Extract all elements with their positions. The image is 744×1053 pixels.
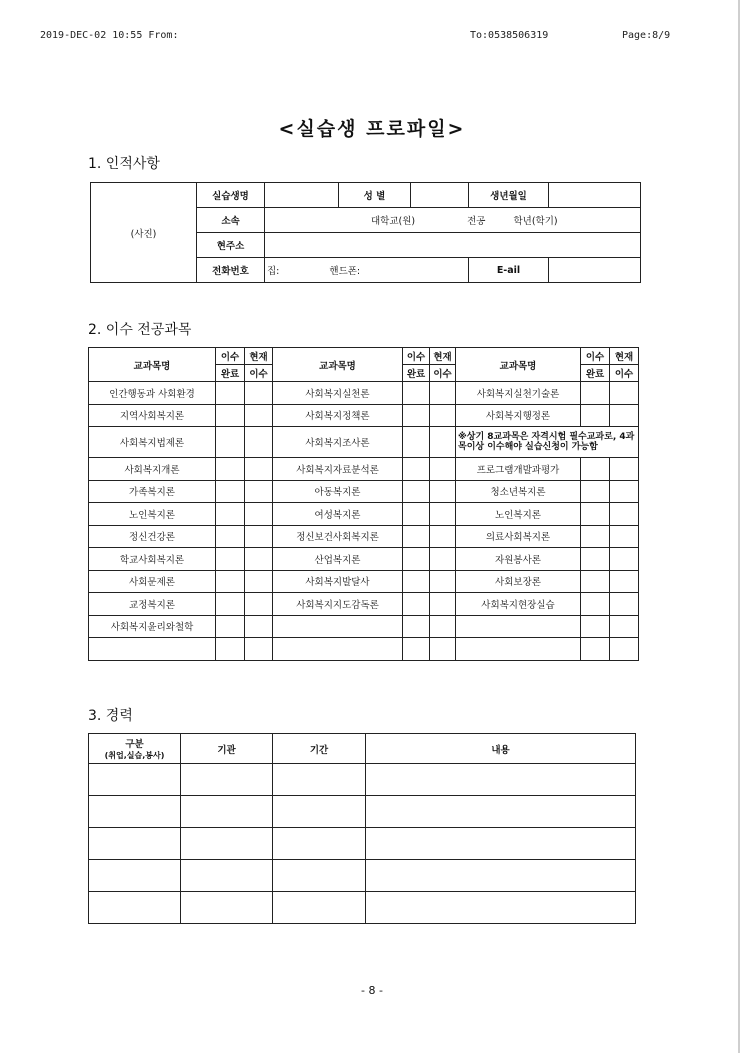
check-cell[interactable] [430,427,456,458]
course-cell: 사회복지행정론 [456,404,581,427]
affiliation-field[interactable] [265,208,641,233]
course-cell: 사회복지법제론 [89,427,216,458]
header-type-label: 구분 [125,739,144,750]
check-cell[interactable] [610,503,639,526]
birth-field[interactable] [549,183,641,208]
career-cell[interactable] [273,860,366,892]
course-cell: 산업복지론 [273,548,403,571]
course-cell: 사회복지개론 [89,458,216,481]
check-cell[interactable] [610,458,639,481]
course-cell: 교정복지론 [89,593,216,616]
course-cell: 여성복지론 [273,503,403,526]
check-cell[interactable] [245,427,273,458]
birth-label: 생년월일 [469,183,549,208]
header-current-sub: 이수 [610,365,639,382]
career-cell[interactable] [366,764,636,796]
check-cell[interactable] [430,503,456,526]
course-cell: 사회복지정책론 [273,404,403,427]
course-cell: 가족복지론 [89,480,216,503]
check-cell[interactable] [610,638,639,661]
courses-table [88,347,639,661]
check-cell[interactable] [610,593,639,616]
check-cell[interactable] [245,525,273,548]
check-cell[interactable] [245,382,273,405]
university-text: 대학교(원) [371,216,416,227]
check-cell[interactable] [581,593,610,616]
name-field[interactable] [265,183,339,208]
check-cell[interactable] [245,458,273,481]
check-cell[interactable] [403,570,430,593]
header-current: 현재 [430,348,456,365]
check-cell[interactable] [245,480,273,503]
check-cell[interactable] [403,404,430,427]
check-cell[interactable] [403,458,430,481]
check-cell[interactable] [430,593,456,616]
check-cell[interactable] [216,480,245,503]
check-cell[interactable] [216,615,245,638]
course-cell: 사회복지지도감독론 [273,593,403,616]
course-cell: 노인복지론 [456,503,581,526]
check-cell[interactable] [581,480,610,503]
course-cell: 자원봉사론 [456,548,581,571]
name-label: 실습생명 [197,183,265,208]
check-cell[interactable] [216,525,245,548]
section-personal-info-heading: 1. 인적사항 [88,156,160,172]
scan-edge-line [738,0,740,1053]
header-completed: 이수 [403,348,430,365]
check-cell[interactable] [430,570,456,593]
major-text: 전공 [467,216,486,227]
career-cell[interactable] [89,860,181,892]
career-cell[interactable] [273,892,366,924]
header-course-name: 교과목명 [456,348,581,382]
check-cell[interactable] [430,615,456,638]
check-cell[interactable] [245,615,273,638]
phone-field[interactable] [265,258,469,283]
course-cell: 청소년복지론 [456,480,581,503]
check-cell[interactable] [610,570,639,593]
course-cell: 정신보건사회복지론 [273,525,403,548]
career-cell[interactable] [181,892,273,924]
career-cell[interactable] [273,796,366,828]
header-completed: 이수 [216,348,245,365]
course-cell: 프로그램개발과평가 [456,458,581,481]
header-completed-sub: 완료 [216,365,245,382]
career-cell[interactable] [181,828,273,860]
course-cell: 사회보장론 [456,570,581,593]
address-label: 현주소 [197,233,265,258]
header-period: 기간 [273,734,366,764]
career-cell[interactable] [366,892,636,924]
check-cell[interactable] [430,480,456,503]
fax-header-sender: 2019-DEC-02 10:55 From: [40,30,179,41]
header-completed-sub: 완료 [581,365,610,382]
page-title: <실습생 프로파일> [278,118,466,140]
address-field[interactable] [265,233,641,258]
check-cell[interactable] [403,593,430,616]
gender-field[interactable] [411,183,469,208]
course-cell: 사회복지윤리와철학 [89,615,216,638]
check-cell[interactable] [581,638,610,661]
page-number: - 8 - [361,984,383,997]
check-cell[interactable] [430,525,456,548]
career-cell[interactable] [181,764,273,796]
course-cell [273,615,403,638]
career-cell[interactable] [273,828,366,860]
check-cell[interactable] [581,615,610,638]
check-cell[interactable] [245,570,273,593]
career-cell[interactable] [89,764,181,796]
header-content: 내용 [366,734,636,764]
check-cell[interactable] [403,638,430,661]
check-cell[interactable] [581,525,610,548]
check-cell[interactable] [216,404,245,427]
career-cell[interactable] [89,828,181,860]
check-cell[interactable] [610,404,639,427]
check-cell[interactable] [430,548,456,571]
check-cell[interactable] [581,382,610,405]
home-phone-text: 집: [267,266,280,277]
career-table [88,733,636,924]
header-course-name: 교과목명 [89,348,216,382]
header-completed: 이수 [581,348,610,365]
course-cell: 지역사회복지론 [89,404,216,427]
course-cell: 노인복지론 [89,503,216,526]
email-field[interactable] [549,258,641,283]
check-cell[interactable] [430,404,456,427]
course-cell: 사회문제론 [89,570,216,593]
course-cell [89,638,216,661]
check-cell[interactable] [245,593,273,616]
check-cell[interactable] [581,458,610,481]
photo-cell: (사진) [91,183,197,283]
check-cell[interactable] [216,638,245,661]
email-label: E-ail [469,258,549,283]
fax-header-page: Page:8/9 [622,30,671,41]
career-cell[interactable] [366,828,636,860]
course-cell: 사회복지조사론 [273,427,403,458]
career-cell[interactable] [273,764,366,796]
course-cell: 정신건강론 [89,525,216,548]
gender-label: 성 별 [339,183,411,208]
check-cell[interactable] [581,503,610,526]
check-cell[interactable] [216,548,245,571]
check-cell[interactable] [610,525,639,548]
course-cell: 아동복지론 [273,480,403,503]
career-cell[interactable] [366,796,636,828]
check-cell[interactable] [216,458,245,481]
section-courses-heading: 2. 이수 전공과목 [88,322,192,338]
check-cell[interactable] [245,503,273,526]
course-cell: 사회복지자료분석론 [273,458,403,481]
course-cell: 사회복지실천론 [273,382,403,405]
header-type-sub: (취업,실습,봉사) [104,751,165,760]
career-cell[interactable] [366,860,636,892]
course-cell: 학교사회복지론 [89,548,216,571]
check-cell[interactable] [430,382,456,405]
check-cell[interactable] [216,427,245,458]
course-cell: 의료사회복지론 [456,525,581,548]
career-cell[interactable] [89,796,181,828]
personal-info-table [90,182,641,283]
check-cell[interactable] [403,525,430,548]
check-cell[interactable] [216,503,245,526]
fax-header-recipient: To:0538506319 [470,30,549,41]
check-cell[interactable] [216,593,245,616]
section-career-heading: 3. 경력 [88,708,133,724]
header-current-sub: 이수 [430,365,456,382]
check-cell[interactable] [581,548,610,571]
header-organization: 기관 [181,734,273,764]
check-cell[interactable] [610,615,639,638]
check-cell[interactable] [216,570,245,593]
check-cell[interactable] [581,570,610,593]
mobile-phone-text: 핸드폰: [329,266,361,277]
career-cell[interactable] [181,860,273,892]
required-course-note: ※상기 8교과목은 자격시험 필수교과로, 4과목이상 이수해야 실습신청이 가능함 [456,427,639,458]
check-cell[interactable] [403,548,430,571]
check-cell[interactable] [581,404,610,427]
course-cell: 사회복지현장실습 [456,593,581,616]
phone-label: 전화번호 [197,258,265,283]
course-cell: 사회복지실천기술론 [456,382,581,405]
course-cell [273,638,403,661]
course-cell: 인간행동과 사회환경 [89,382,216,405]
career-cell[interactable] [181,796,273,828]
course-cell [456,638,581,661]
grade-text: 학년(학기) [513,216,558,227]
check-cell[interactable] [610,548,639,571]
header-current: 현재 [245,348,273,365]
check-cell[interactable] [245,404,273,427]
check-cell[interactable] [245,638,273,661]
header-completed-sub: 완료 [403,365,430,382]
check-cell[interactable] [610,480,639,503]
check-cell[interactable] [430,458,456,481]
check-cell[interactable] [403,480,430,503]
check-cell[interactable] [245,548,273,571]
course-cell [456,615,581,638]
check-cell[interactable] [610,382,639,405]
affiliation-label: 소속 [197,208,265,233]
check-cell[interactable] [430,638,456,661]
check-cell[interactable] [403,382,430,405]
course-cell: 사회복지발달사 [273,570,403,593]
header-type [89,734,181,764]
header-current: 현재 [610,348,639,365]
check-cell[interactable] [403,427,430,458]
header-course-name: 교과목명 [273,348,403,382]
career-cell[interactable] [89,892,181,924]
check-cell[interactable] [403,503,430,526]
header-current-sub: 이수 [245,365,273,382]
check-cell[interactable] [216,382,245,405]
check-cell[interactable] [403,615,430,638]
